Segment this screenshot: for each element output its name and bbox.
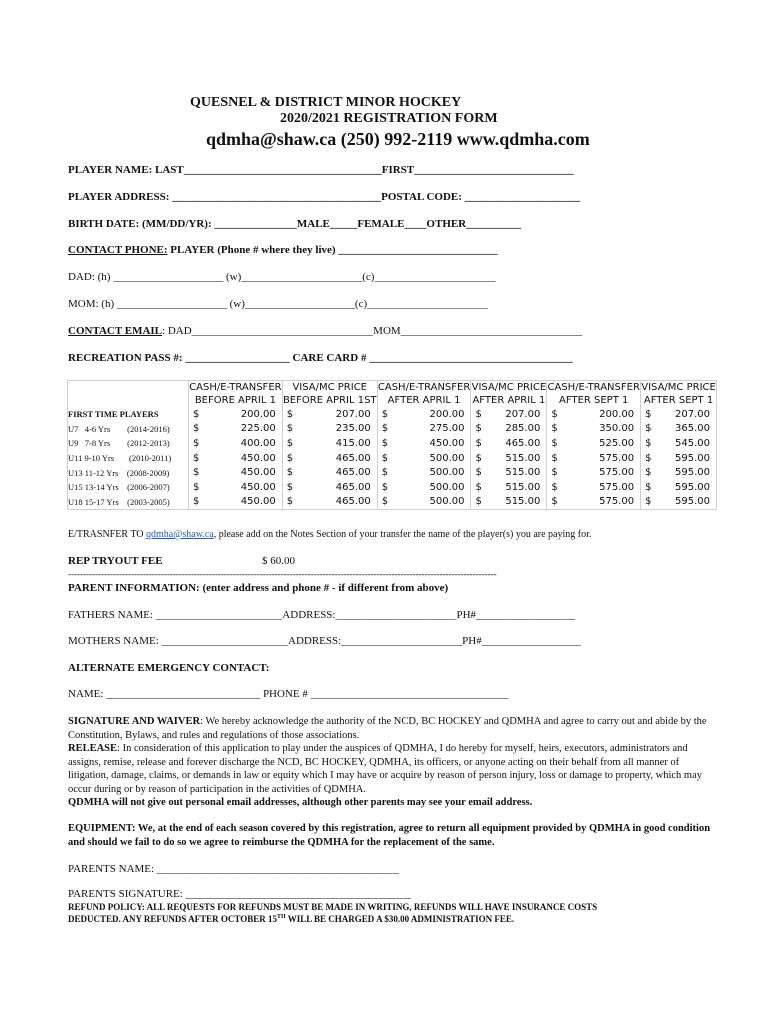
fee-cell [377,465,471,480]
etransfer-note [68,529,591,540]
fee-cell [641,451,717,466]
fee-currency: $ [645,408,652,420]
fee-amount: 235.00 [335,423,371,435]
email-fields[interactable]: : DAD_________________________________MOM_________________________________ [162,325,583,337]
fee-cell [282,407,377,422]
waiver-label: SIGNATURE AND WAIVER [68,716,201,727]
fee-amount: 415.00 [335,437,371,449]
fee-cell [471,480,547,495]
contact-phone-row[interactable] [68,244,498,256]
fee-cell [377,436,471,451]
fee-cell [189,480,283,495]
fee-amount: 575.00 [599,496,635,508]
fee-cell [641,465,717,480]
release-label: RELEASE [68,743,118,754]
fee-cell [282,436,377,451]
fee-row-label: U9 7-8 Yrs (2012-2013) [68,438,170,449]
refund-policy-line2 [68,914,514,924]
alternate-contact-heading: ALTERNATE EMERGENCY CONTACT: [68,662,270,674]
equipment-text: EQUIPMENT: We, at the end of each season covered by this registration, agree to return all equipment provided by QDMHA in good condition and should we fail to do so we agree to reimburse the QDMHA for the replacement of the same. [68,823,711,848]
fee-amount: 225.00 [240,423,276,435]
privacy-note: QDMHA will not give out personal email addresses, although other parents may see your email address. [68,797,533,808]
fee-amount: 207.00 [675,408,710,420]
etransfer-email-link[interactable]: qdmha@shaw.ca [145,529,214,540]
fee-amount: 500.00 [429,481,465,493]
contact-header: qdmha@shaw.ca (250) 992-2119 www.qdmha.com [206,129,590,149]
fee-currency: $ [551,408,558,420]
fee-cell [377,495,471,510]
fee-amount: 200.00 [599,408,635,420]
fee-cell [471,451,547,466]
fee-currency: $ [475,423,482,435]
fee-currency: $ [475,452,482,464]
fee-cell [189,465,283,480]
fee-cell [282,465,377,480]
fee-currency: $ [475,408,482,420]
fee-amount: 465.00 [335,467,371,479]
fee-currency: $ [286,452,294,464]
fee-row-label: FIRST TIME PLAYERS [68,409,159,420]
fee-currency: $ [286,423,294,435]
dad-phone-field[interactable]: DAD: (h) ____________________ (w)______________________(c)______________________ [68,271,496,283]
parents-name-field[interactable]: PARENTS NAME: ____________________________________________ [68,863,399,875]
fee-amount: 525.00 [599,437,635,449]
fee-amount: 450.00 [240,481,276,493]
fee-currency: $ [381,496,389,508]
fee-cell [641,495,717,510]
fee-cell [641,422,717,437]
fee-currency: $ [193,437,200,449]
fee-header-blank [68,381,189,408]
form-title: 2020/2021 REGISTRATION FORM [280,111,498,126]
fee-currency: $ [381,452,389,464]
fee-currency: $ [475,467,482,479]
fee-currency: $ [645,452,652,464]
fee-amount: 400.00 [240,437,276,449]
fee-cell [547,436,641,451]
fee-currency: $ [286,467,294,479]
refund-line2-sup: TH [277,914,286,920]
fee-currency: $ [551,481,558,493]
etransfer-prefix: E/TRASNFER TO [68,529,146,540]
fee-amount: 207.00 [335,408,371,420]
fee-cell [471,465,547,480]
fee-header-3: VISA/MC PRICE AFTER APRIL 1 [471,382,547,406]
fee-amount: 275.00 [429,423,465,435]
fee-cell [547,422,641,437]
etransfer-suffix: , please add on the Notes Section of your transfer the name of the player(s) you are paying for. [213,529,592,540]
parent-info-note: (enter address and phone # - if different from above) [199,582,449,594]
fee-cell [282,480,377,495]
fee-amount: 575.00 [599,481,635,493]
refund-policy-line1: REFUND POLICY: ALL REQUESTS FOR REFUNDS MUST BE MADE IN WRITING, REFUNDS WILL HAVE INSURANCE COSTS [68,902,598,912]
fee-amount: 515.00 [505,467,541,479]
fee-amount: 285.00 [505,423,541,435]
fee-currency: $ [551,467,558,479]
recreation-pass-field[interactable]: RECREATION PASS #: ___________________ CARE CARD # _____________________________________ [68,352,573,364]
fee-cell [282,422,377,437]
fee-currency: $ [381,408,389,420]
fee-currency: $ [645,437,652,449]
fee-cell [471,436,547,451]
fee-currency: $ [286,481,294,493]
fee-amount: 595.00 [675,452,710,464]
fee-amount: 350.00 [599,423,635,435]
fee-currency: $ [381,467,389,479]
alternate-contact-field[interactable]: NAME: ____________________________ PHONE # ____________________________________ [68,688,509,700]
release-body: : In consideration of this application to play under the auspices of QDMHA, I do hereby for myself, heirs, executors, administrators and assigns, remise, release and forever discharge the NCD, BC HOCKEY, QDMHA, its officers, or anyone acting on their behalf from all manner of litigation, damage, claims, or demands in law or equity which I may have or acquire by reason of person injury, loss or damage to property, which may occur during or by reason of participation in the activities of QDMHA. [68,743,703,795]
fee-cell [189,422,283,437]
fee-currency: $ [193,496,200,508]
rep-tryout-label: REP TRYOUT FEE [68,555,163,567]
fee-currency: $ [645,481,652,493]
fee-amount: 465.00 [335,481,371,493]
fee-amount: 515.00 [505,481,541,493]
fee-cell [547,495,641,510]
fee-row-label: U18 15-17 Yrs (2003-2005) [68,495,189,510]
fee-row [68,407,717,422]
fee-header-0: CASH/E-TRANSFER BEFORE APRIL 1 [189,382,282,406]
fee-row-label: U7 4-6 Yrs (2014-2016) [68,423,170,434]
fee-amount: 200.00 [429,408,465,420]
fee-currency: $ [475,437,482,449]
fathers-name-field[interactable]: FATHERS NAME: _______________________ADDRESS:______________________PH#__________________ [68,609,576,621]
player-address-field[interactable]: PLAYER ADDRESS: ______________________________________POSTAL CODE: _____________________ [68,191,581,203]
fee-currency: $ [286,437,294,449]
birth-date-field[interactable]: BIRTH DATE: (MM/DD/YR): _______________MALE_____FEMALE____OTHER__________ [68,218,522,230]
fee-amount: 465.00 [505,437,541,449]
fee-row [68,451,717,466]
fee-currency: $ [551,437,558,449]
fee-header-5: VISA/MC PRICE AFTER SEPT 1 [641,382,716,406]
fee-currency: $ [475,481,482,493]
fee-currency: $ [381,437,389,449]
fee-currency: $ [381,481,389,493]
fee-currency: $ [193,467,200,479]
fee-cell [282,495,377,510]
fee-currency: $ [551,452,558,464]
fee-cell [189,495,283,510]
parent-info-label: PARENT INFORMATION: [68,582,200,594]
fee-amount: 515.00 [505,496,541,508]
fee-amount: 450.00 [240,496,276,508]
fee-amount: 575.00 [599,467,635,479]
fee-amount: 595.00 [675,496,710,508]
fee-row-label: U13 11-12 Yrs (2008-2009) [68,467,170,478]
fee-cell [471,407,547,422]
fee-cell [471,422,547,437]
contact-email-label: CONTACT EMAIL [68,325,163,337]
fee-cell [377,422,471,437]
fee-currency: $ [193,423,200,435]
fee-table-header [68,381,717,408]
fee-amount: 365.00 [675,423,710,435]
waiver-body: : We hereby acknowledge the authority of the NCD, BC HOCKEY and QDMHA and agree to carry out and abide by the Constitution, Bylaws, and rules and regulations of those associations. [68,716,707,741]
fee-currency: $ [645,423,652,435]
fee-amount: 207.00 [505,408,541,420]
fee-row-label: U15 13-14 Yrs (2006-2007) [68,482,170,493]
fee-row [68,436,717,451]
fee-row [68,495,717,510]
mom-phone-field[interactable]: MOM: (h) ____________________ (w)____________________(c)______________________ [68,298,489,310]
fee-amount: 465.00 [335,452,371,464]
fee-currency: $ [193,452,200,464]
fee-cell [189,436,283,451]
fee-currency: $ [193,481,200,493]
fee-amount: 465.00 [335,496,371,508]
fee-cell [641,436,717,451]
fee-header-2: CASH/E-TRANSFER AFTER APRIL 1 [377,382,471,406]
contact-phone-label: CONTACT PHONE: [68,244,168,256]
fee-amount: 515.00 [505,452,541,464]
fee-currency: $ [286,496,294,508]
refund-line2-b: WILL BE CHARGED A $30.00 ADMINISTRATION FEE. [285,914,515,924]
fee-row [68,465,717,480]
fee-amount: 200.00 [240,408,276,420]
fee-currency: $ [645,496,652,508]
fee-header-1: VISA/MC PRICE BEFORE APRIL 1ST [282,382,377,406]
mothers-name-field[interactable]: MOTHERS NAME: _______________________ADDRESS:______________________PH#__________________ [68,635,581,647]
fee-cell [547,480,641,495]
fee-cell [547,451,641,466]
fee-amount: 450.00 [429,437,465,449]
parents-signature-field[interactable]: PARENTS SIGNATURE: _________________________________________ [68,888,412,900]
fee-amount: 500.00 [429,467,465,479]
fee-row [68,422,717,437]
fee-amount: 545.00 [675,437,710,449]
fee-currency: $ [193,408,200,420]
fee-cell [377,480,471,495]
fee-currency: $ [381,423,389,435]
fee-row [68,480,717,495]
fee-currency: $ [286,408,294,420]
fee-cell [189,451,283,466]
fee-amount: 450.00 [240,467,276,479]
fee-cell [377,407,471,422]
fee-cell [547,465,641,480]
player-name-field[interactable]: PLAYER NAME: LAST____________________________________FIRST_____________________________ [68,164,574,176]
fee-amount: 500.00 [429,452,465,464]
fee-currency: $ [551,423,558,435]
refund-line2-a: DEDUCTED. ANY REFUNDS AFTER OCTOBER 15 [68,914,278,924]
fee-row-label: U11 9-10 Yrs (2010-2011) [68,453,172,464]
fee-cell [471,495,547,510]
fee-currency: $ [551,496,558,508]
player-phone-field[interactable]: PLAYER (Phone # where they live) _____________________________ [167,244,498,256]
fee-table-body [68,407,717,510]
fee-amount: 595.00 [675,481,710,493]
parent-info-heading [68,582,448,594]
contact-email-row[interactable] [68,325,582,337]
fee-cell [377,451,471,466]
fee-table [67,380,717,510]
fee-currency: $ [645,467,652,479]
divider-line: ----------------------------------------------------------------------------------------------------------------------------------------------- [68,569,497,579]
fee-currency: $ [475,496,482,508]
org-title: QUESNEL & DISTRICT MINOR HOCKEY [190,95,462,110]
fee-amount: 500.00 [429,496,465,508]
fee-cell [641,480,717,495]
fee-header-4: CASH/E-TRANSFER AFTER SEPT 1 [547,382,640,406]
waiver-text [68,715,718,810]
fee-amount: 595.00 [675,467,710,479]
fee-amount: 575.00 [599,452,635,464]
fee-cell [189,407,283,422]
rep-tryout-fee: $ 60.00 [262,555,295,567]
fee-cell [547,407,641,422]
fee-cell [641,407,717,422]
fee-amount: 450.00 [240,452,276,464]
fee-cell [282,451,377,466]
